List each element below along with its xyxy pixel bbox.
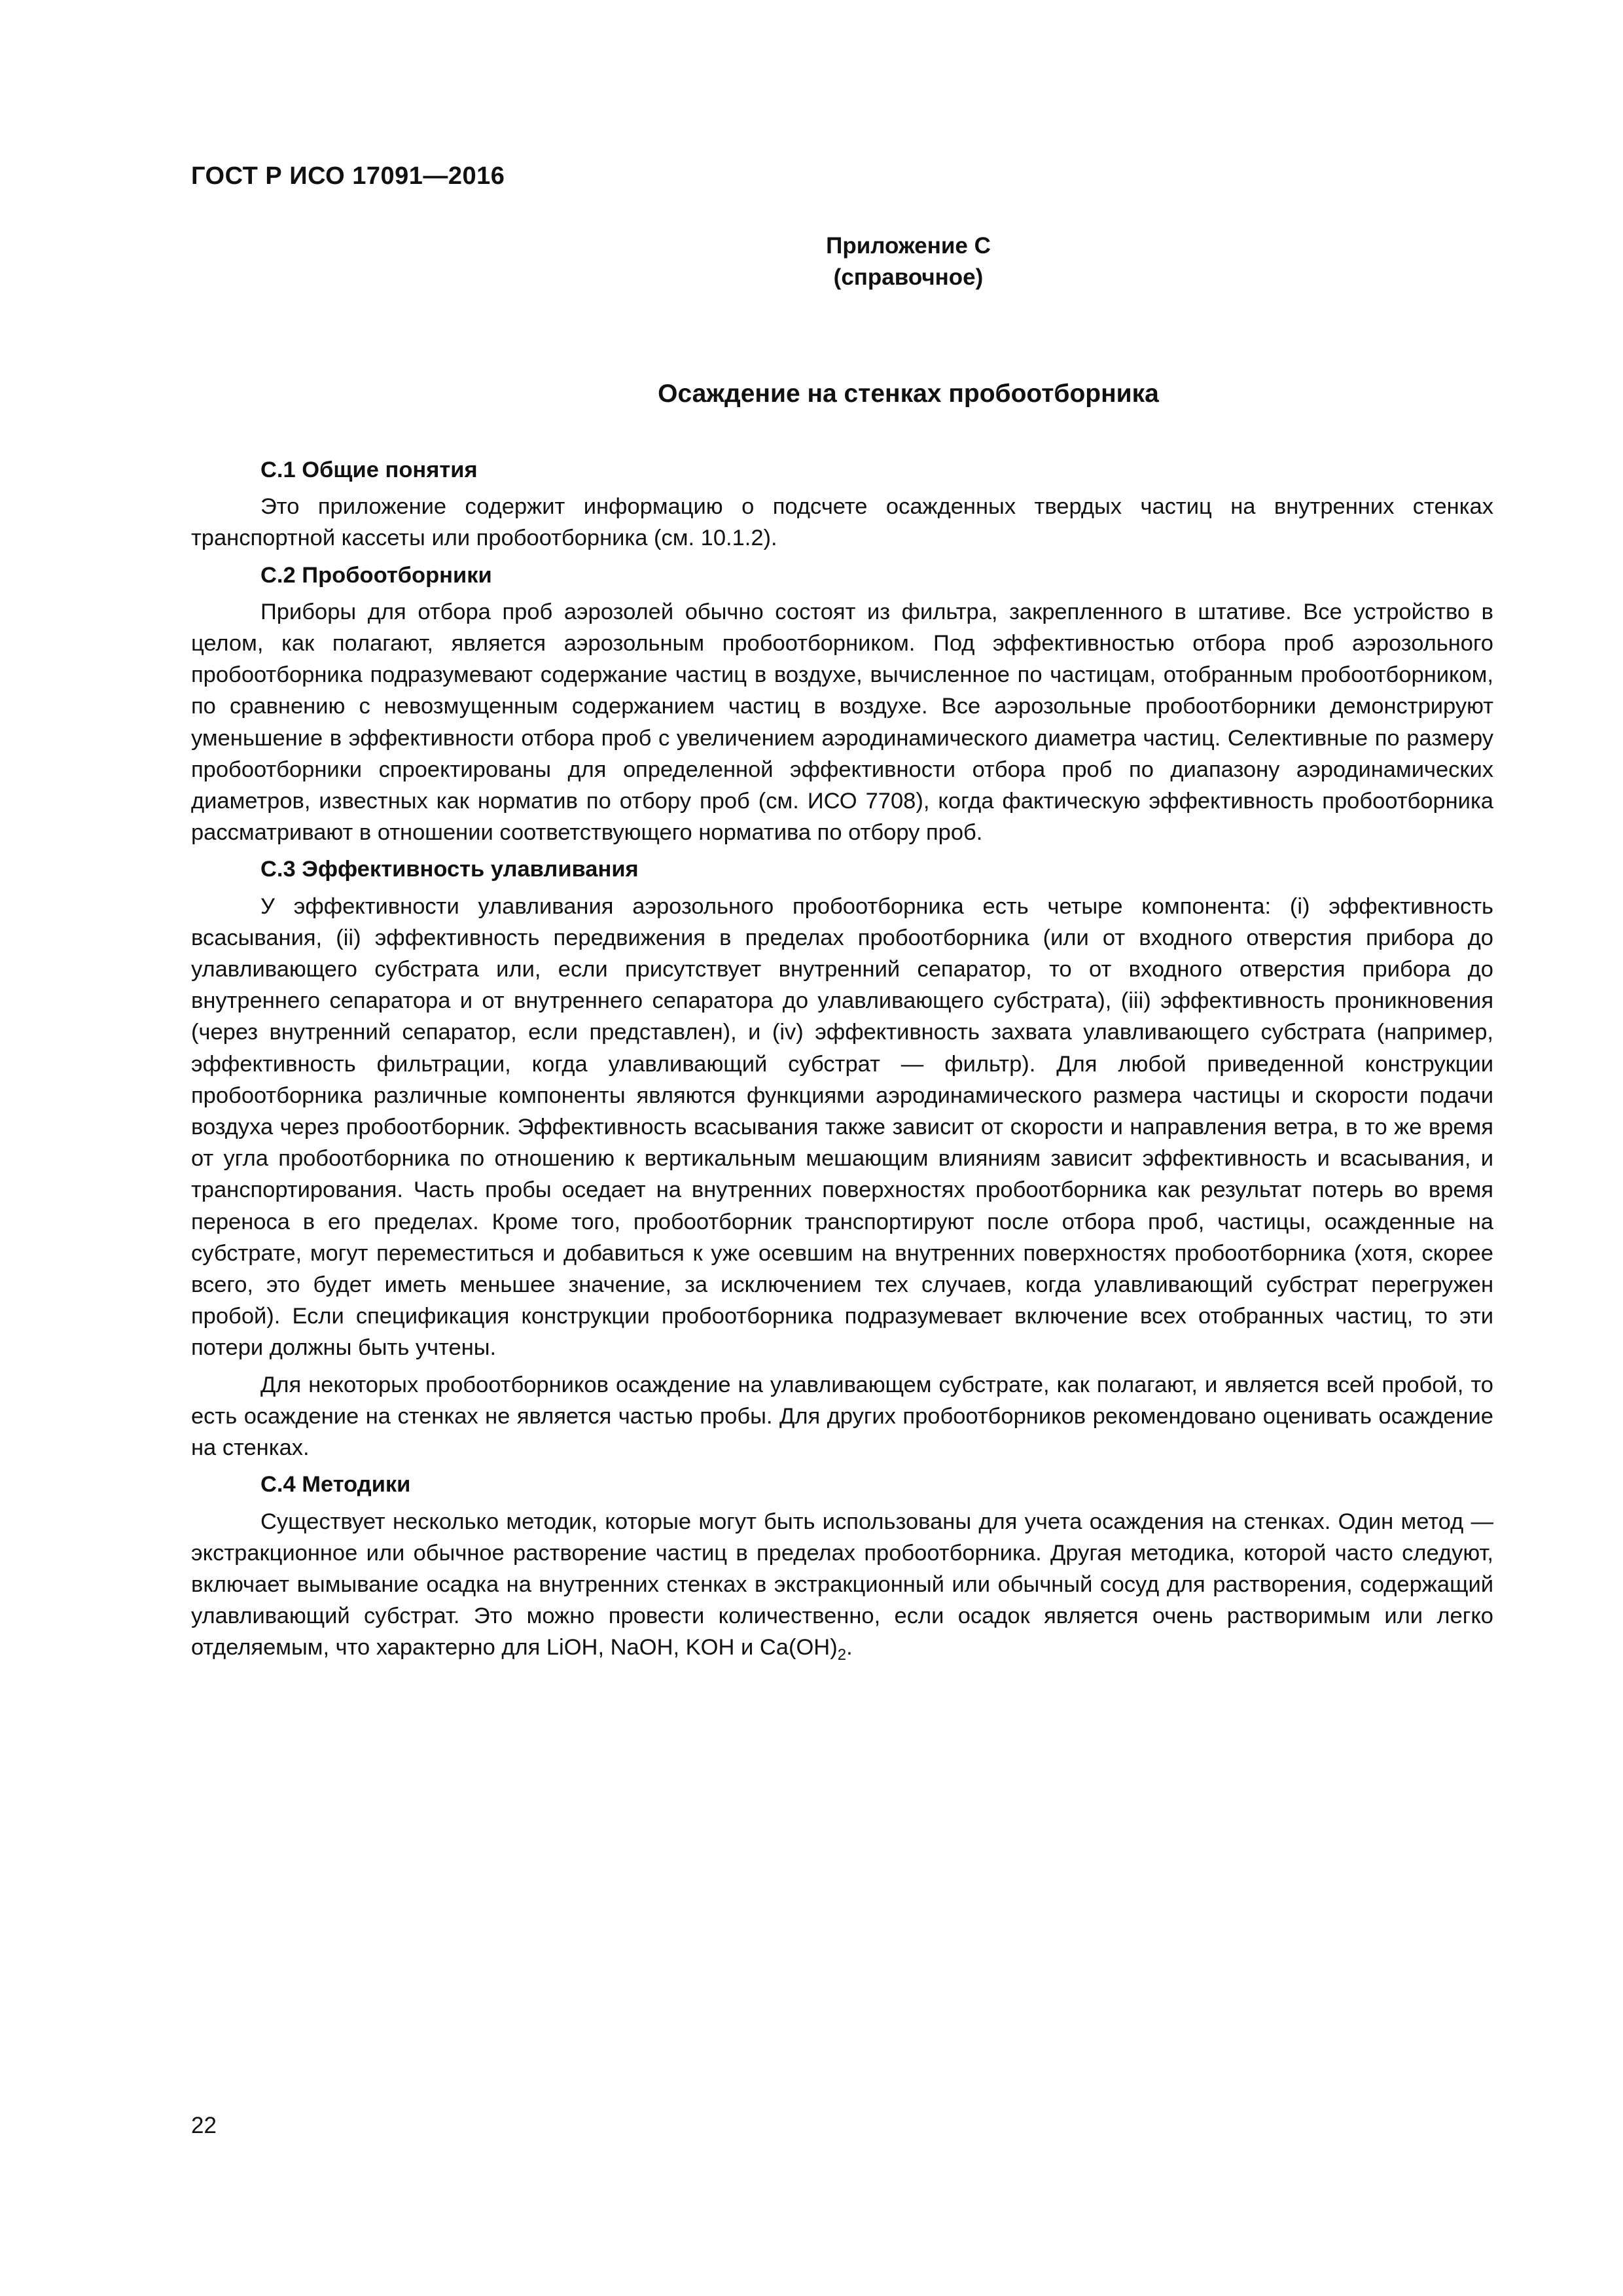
section-c3-paragraph-1: У эффективности улавливания аэрозольного пробоотборника есть четыре компонента: (i) эффективность всасывания, (ii) эффективность передвижения в пределах пробоотборника (или от входного отверстия прибора до улавливающего субстрата или, если присутствует внутренний сепаратор, то от входного отверстия прибора до внутреннего сепаратора и от внутреннего сепаратора до улавливающего субстрата), (iii) эффективность проникновения (через внутренний сепаратор, если представлен), и (iv) эффективность захвата улавливающего субстрата (например, эффективность фильтрации, когда улавливающий субстрат — фильтр). Для любой приведенной конструкции пробоотборника различные компоненты являются функциями аэродинамического размера частицы и скорости подачи воздуха через пробоотборник. Эффективность всасывания также зависит от скорости и направления ветра, в то же время от угла пробоотборника по отношению к вертикальным мешающим влияниям зависит эффективность и всасывания, и транспортирования. Часть пробы оседает на внутренних поверхностях пробоотборника как результат потерь во время переноса в его пределах. Кроме того, пробоотборник транспортируют после отбора проб, частицы, осажденные на субстрате, могут переместиться и добавиться к уже осевшим на внутренних поверхностях пробоотборника (хотя, скорее всего, это будет иметь меньшее значение, за исключением тех случаев, когда улавливающий субстрат перегружен пробой). Если спецификация конструкции пробоотборника подразумевает включение всех отобранных частиц, то эти потери должны быть учтены. bbox=[191, 893, 1493, 1361]
section-c4-period: . bbox=[846, 1635, 853, 1660]
document-body bbox=[191, 454, 1493, 1669]
section-c2-paragraph: Приборы для отбора проб аэрозолей обычно состоят из фильтра, закрепленного в штативе. Все устройство в целом, как полагают, является аэрозольным пробоотборником. Под эффективностью отбора проб аэрозольного пробоотборника подразумевают содержание частиц в воздухе, вычисленное по частицам, отобранным пробоотборником, по сравнению с невозмущенным содержанием частиц в воздухе. Все аэрозольные пробоотборники демонстрируют уменьшение в эффективности отбора проб с увеличением аэродинамического диаметра частиц. Селективные по размеру пробоотборники спроектированы для определенной эффективности отбора проб по диапазону аэродинамических диаметров, известных как норматив по отбору проб (см. ИСО 7708), когда фактическую эффективность пробоотборника рассматривают в отношении соответствующего норматива по отбору проб. bbox=[191, 599, 1493, 846]
page-number: 22 bbox=[191, 2113, 217, 2138]
section-c1-heading: С.1 Общие понятия bbox=[260, 457, 478, 482]
appendix-title-text: Осаждение на стенках пробоотборника bbox=[658, 380, 1159, 408]
section-c4-heading: С.4 Методики bbox=[260, 1472, 411, 1498]
subscript-2: 2 bbox=[837, 1646, 847, 1664]
section-c1-paragraph: Это приложение содержит информацию о подсчете осажденных твердых частиц на внутренних стенках транспортной кассеты или пробоотборника (см. 10.1.2). bbox=[191, 494, 1493, 551]
appendix-title bbox=[0, 380, 1623, 408]
section-c3-heading: С.3 Эффективность улавливания bbox=[260, 857, 639, 882]
section-c2-heading: С.2 Пробоотборники bbox=[260, 562, 492, 588]
section-c4-text: Существует несколько методик, которые могут быть использованы для учета осаждения на стенках. Один метод — экстракционное или обычное растворение частиц в пределах пробоотборника. Другая методика, которой часто следуют, включает вымывание осадка на внутренних стенках в экстракционный или обычный сосуд для растворения, содержащий улавливающий субстрат. Это можно провести количественно, если осадок является очень растворимым или легко отделяемым, что характерно для LiOH, NaOH, KOH и Ca(OH) bbox=[191, 1509, 1493, 1660]
document-code: ГОСТ Р ИСО 17091—2016 bbox=[191, 162, 505, 190]
appendix-type: (справочное) bbox=[833, 264, 984, 290]
section-c4-paragraph bbox=[191, 1506, 1493, 1664]
appendix-label: Приложение С bbox=[826, 233, 991, 259]
section-c3-paragraph-2: Для некоторых пробоотборников осаждение на улавливающем субстрате, как полагают, и является всей пробой, то есть осаждение на стенках не является частью пробы. Для других пробоотборников рекомендовано оценивать осаждение на стенках. bbox=[191, 1372, 1493, 1461]
appendix-heading bbox=[0, 230, 1623, 293]
